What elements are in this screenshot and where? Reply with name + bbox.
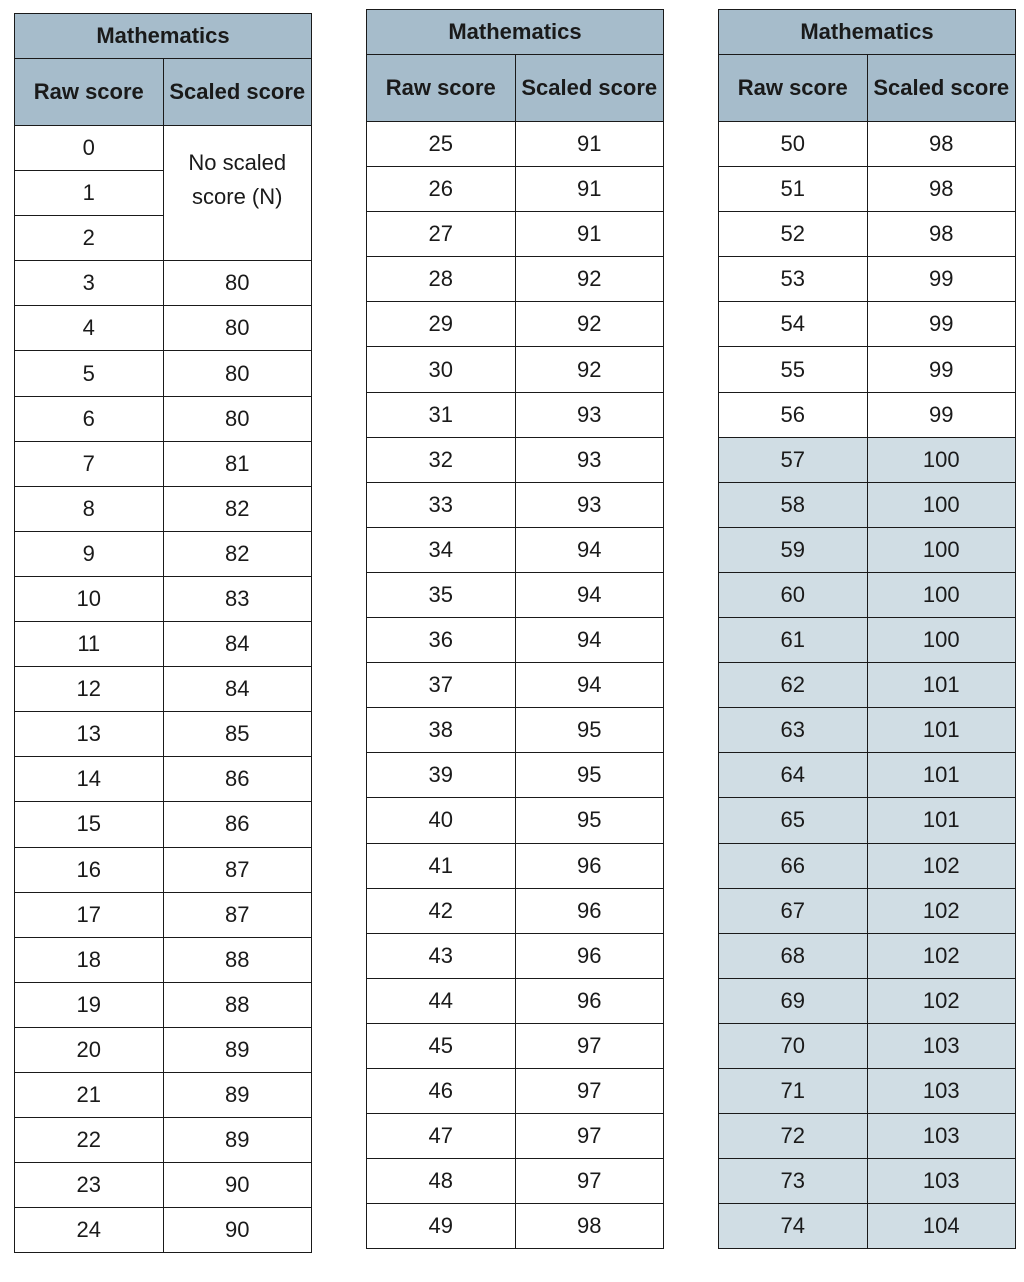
table-row: [367, 1114, 664, 1159]
score-table-1: [14, 13, 312, 1253]
raw-score-cell: 29: [367, 302, 516, 347]
scaled-score-cell: 98: [867, 122, 1016, 167]
scaled-score-cell: 85: [163, 712, 312, 757]
scaled-score-cell: 101: [867, 753, 1016, 798]
table-row: [367, 708, 664, 753]
raw-score-cell: 39: [367, 753, 516, 798]
scaled-score-cell: 99: [867, 347, 1016, 392]
table-row: [367, 888, 664, 933]
raw-score-cell: 47: [367, 1114, 516, 1159]
table-row: [367, 527, 664, 572]
table-title: Mathematics: [719, 10, 1016, 55]
table-row: [719, 482, 1016, 527]
scaled-score-cell: 93: [515, 392, 664, 437]
scaled-score-cell: 100: [867, 572, 1016, 617]
table-row: [719, 978, 1016, 1023]
table-row: [719, 167, 1016, 212]
table-row: [15, 937, 312, 982]
scaled-score-cell: 82: [163, 531, 312, 576]
table-row: [719, 663, 1016, 708]
table-title: Mathematics: [15, 14, 312, 59]
table-row: [719, 843, 1016, 888]
scaled-score-cell: 91: [515, 122, 664, 167]
scaled-score-cell: 89: [163, 1118, 312, 1163]
raw-score-cell: 19: [15, 982, 164, 1027]
table-row: [367, 257, 664, 302]
table-row: [719, 1023, 1016, 1068]
scaled-score-cell: 96: [515, 843, 664, 888]
scaled-score-cell: 86: [163, 757, 312, 802]
table-row: [367, 572, 664, 617]
table-row: [719, 618, 1016, 663]
table-row: [15, 1118, 312, 1163]
scaled-score-cell: 94: [515, 527, 664, 572]
raw-score-cell: 64: [719, 753, 868, 798]
scaled-score-cell: 96: [515, 978, 664, 1023]
raw-score-cell: 2: [15, 216, 164, 261]
table-row: [15, 757, 312, 802]
scaled-score-cell: 102: [867, 933, 1016, 978]
scaled-score-cell: 99: [867, 302, 1016, 347]
raw-score-cell: 6: [15, 396, 164, 441]
raw-score-cell: 26: [367, 167, 516, 212]
table-row: [367, 933, 664, 978]
table-row: [719, 437, 1016, 482]
table-row: [367, 122, 664, 167]
table-title: Mathematics: [367, 10, 664, 55]
scaled-score-cell: 84: [163, 667, 312, 712]
raw-score-cell: 28: [367, 257, 516, 302]
table-row: [15, 306, 312, 351]
raw-score-cell: 74: [719, 1204, 868, 1249]
scaled-score-cell: 92: [515, 302, 664, 347]
raw-score-cell: 24: [15, 1208, 164, 1253]
scaled-score-cell: 99: [867, 257, 1016, 302]
no-scaled-score-cell: No scaled score (N): [163, 126, 312, 261]
raw-score-cell: 63: [719, 708, 868, 753]
table-row: [719, 798, 1016, 843]
scaled-score-cell: 102: [867, 888, 1016, 933]
scaled-score-cell: 87: [163, 847, 312, 892]
scaled-score-cell: 91: [515, 212, 664, 257]
raw-score-cell: 46: [367, 1068, 516, 1113]
scaled-score-cell: 90: [163, 1208, 312, 1253]
scaled-score-cell: 84: [163, 622, 312, 667]
scaled-score-cell: 96: [515, 888, 664, 933]
table-row: [719, 347, 1016, 392]
raw-score-cell: 16: [15, 847, 164, 892]
table-row: [367, 753, 664, 798]
table-row: [367, 1023, 664, 1068]
scaled-score-cell: 100: [867, 437, 1016, 482]
table-row: [719, 122, 1016, 167]
raw-score-cell: 33: [367, 482, 516, 527]
raw-score-cell: 15: [15, 802, 164, 847]
raw-score-cell: 40: [367, 798, 516, 843]
scaled-score-cell: 103: [867, 1023, 1016, 1068]
raw-score-cell: 66: [719, 843, 868, 888]
raw-score-cell: 30: [367, 347, 516, 392]
table-row: [15, 531, 312, 576]
raw-score-cell: 5: [15, 351, 164, 396]
scaled-score-cell: 99: [867, 392, 1016, 437]
table-row: [367, 843, 664, 888]
raw-score-cell: 53: [719, 257, 868, 302]
table-row: [367, 302, 664, 347]
scaled-score-cell: 98: [515, 1204, 664, 1249]
scaled-score-cell: 93: [515, 482, 664, 527]
raw-score-cell: 42: [367, 888, 516, 933]
scaled-score-cell: 87: [163, 892, 312, 937]
scaled-score-cell: 88: [163, 982, 312, 1027]
raw-score-cell: 25: [367, 122, 516, 167]
raw-score-cell: 23: [15, 1163, 164, 1208]
scaled-score-cell: 80: [163, 306, 312, 351]
raw-score-cell: 38: [367, 708, 516, 753]
table-row: [367, 392, 664, 437]
raw-score-cell: 71: [719, 1068, 868, 1113]
table-row: [15, 712, 312, 757]
raw-score-cell: 22: [15, 1118, 164, 1163]
table-row: [15, 1072, 312, 1117]
scaled-score-cell: 100: [867, 527, 1016, 572]
table-row: [367, 212, 664, 257]
raw-score-cell: 17: [15, 892, 164, 937]
raw-score-cell: 57: [719, 437, 868, 482]
raw-score-cell: 68: [719, 933, 868, 978]
table-row: [367, 482, 664, 527]
table-row: [15, 1208, 312, 1253]
table-row: [367, 1159, 664, 1204]
raw-score-cell: 13: [15, 712, 164, 757]
raw-score-cell: 72: [719, 1114, 868, 1159]
scaled-score-cell: 102: [867, 978, 1016, 1023]
table-row: [719, 1159, 1016, 1204]
scaled-score-cell: 103: [867, 1068, 1016, 1113]
raw-score-cell: 36: [367, 618, 516, 663]
scaled-score-cell: 89: [163, 1072, 312, 1117]
scaled-score-cell: 96: [515, 933, 664, 978]
raw-score-cell: 73: [719, 1159, 868, 1204]
raw-score-cell: 60: [719, 572, 868, 617]
scaled-score-cell: 95: [515, 753, 664, 798]
table-row: [15, 982, 312, 1027]
raw-score-cell: 27: [367, 212, 516, 257]
table-row: [15, 351, 312, 396]
scaled-score-cell: 103: [867, 1114, 1016, 1159]
table-row: [367, 347, 664, 392]
scaled-score-cell: 89: [163, 1027, 312, 1072]
table-row: [719, 1204, 1016, 1249]
scaled-score-header: Scaled score: [867, 55, 1016, 122]
scaled-score-cell: 94: [515, 663, 664, 708]
raw-score-cell: 21: [15, 1072, 164, 1117]
table-row: [367, 1068, 664, 1113]
table-row: [719, 572, 1016, 617]
raw-score-cell: 10: [15, 576, 164, 621]
raw-score-cell: 11: [15, 622, 164, 667]
raw-score-cell: 44: [367, 978, 516, 1023]
table-row: [15, 576, 312, 621]
table-row: [367, 978, 664, 1023]
raw-score-cell: 61: [719, 618, 868, 663]
table-row: [15, 667, 312, 712]
scaled-score-cell: 100: [867, 482, 1016, 527]
table-row: [719, 212, 1016, 257]
scaled-score-cell: 98: [867, 212, 1016, 257]
table-row: [15, 486, 312, 531]
table-row: [367, 798, 664, 843]
scaled-score-cell: 94: [515, 618, 664, 663]
scaled-score-cell: 101: [867, 708, 1016, 753]
raw-score-cell: 43: [367, 933, 516, 978]
scaled-score-cell: 101: [867, 798, 1016, 843]
raw-score-cell: 67: [719, 888, 868, 933]
scaled-score-cell: 97: [515, 1159, 664, 1204]
scaled-score-cell: 102: [867, 843, 1016, 888]
raw-score-header: Raw score: [15, 59, 164, 126]
table-row: [719, 888, 1016, 933]
scaled-score-cell: 98: [867, 167, 1016, 212]
raw-score-cell: 37: [367, 663, 516, 708]
scaled-score-cell: 82: [163, 486, 312, 531]
scaled-score-cell: 80: [163, 261, 312, 306]
raw-score-cell: 1: [15, 171, 164, 216]
table-row: [719, 1114, 1016, 1159]
raw-score-cell: 70: [719, 1023, 868, 1068]
scaled-score-cell: 88: [163, 937, 312, 982]
raw-score-cell: 8: [15, 486, 164, 531]
table-row: [367, 1204, 664, 1249]
table-row: [15, 802, 312, 847]
score-table-3: [718, 9, 1016, 1249]
scaled-score-header: Scaled score: [163, 59, 312, 126]
scaled-score-cell: 86: [163, 802, 312, 847]
raw-score-header: Raw score: [367, 55, 516, 122]
scaled-score-cell: 90: [163, 1163, 312, 1208]
table-row: [367, 618, 664, 663]
table-row: [367, 437, 664, 482]
scaled-score-cell: 80: [163, 351, 312, 396]
scaled-score-cell: 101: [867, 663, 1016, 708]
table-row: [719, 257, 1016, 302]
scaled-score-cell: 93: [515, 437, 664, 482]
raw-score-cell: 7: [15, 441, 164, 486]
score-table-2: [366, 9, 664, 1249]
table-row: [367, 663, 664, 708]
raw-score-cell: 20: [15, 1027, 164, 1072]
table-row: [15, 441, 312, 486]
table-row: [15, 847, 312, 892]
scaled-score-cell: 95: [515, 708, 664, 753]
table-row: [719, 527, 1016, 572]
raw-score-cell: 3: [15, 261, 164, 306]
scaled-score-cell: 97: [515, 1068, 664, 1113]
raw-score-cell: 34: [367, 527, 516, 572]
table-row: [15, 1163, 312, 1208]
raw-score-cell: 50: [719, 122, 868, 167]
raw-score-cell: 58: [719, 482, 868, 527]
scaled-score-cell: 104: [867, 1204, 1016, 1249]
raw-score-cell: 45: [367, 1023, 516, 1068]
table-row: [719, 753, 1016, 798]
scaled-score-cell: 81: [163, 441, 312, 486]
raw-score-cell: 65: [719, 798, 868, 843]
table-row: [15, 1027, 312, 1072]
table-row: [15, 622, 312, 667]
raw-score-cell: 41: [367, 843, 516, 888]
raw-score-cell: 52: [719, 212, 868, 257]
raw-score-cell: 31: [367, 392, 516, 437]
raw-score-cell: 0: [15, 126, 164, 171]
raw-score-cell: 35: [367, 572, 516, 617]
raw-score-cell: 4: [15, 306, 164, 351]
raw-score-cell: 32: [367, 437, 516, 482]
raw-score-cell: 48: [367, 1159, 516, 1204]
table-row: [719, 708, 1016, 753]
table-row: [367, 167, 664, 212]
raw-score-cell: 54: [719, 302, 868, 347]
table-row: [719, 1068, 1016, 1113]
table-row: [719, 392, 1016, 437]
table-row: [15, 261, 312, 306]
scaled-score-header: Scaled score: [515, 55, 664, 122]
scaled-score-cell: 83: [163, 576, 312, 621]
scaled-score-cell: 91: [515, 167, 664, 212]
table-row: [15, 396, 312, 441]
raw-score-header: Raw score: [719, 55, 868, 122]
scaled-score-cell: 103: [867, 1159, 1016, 1204]
raw-score-cell: 69: [719, 978, 868, 1023]
scaled-score-cell: 100: [867, 618, 1016, 663]
scaled-score-cell: 94: [515, 572, 664, 617]
raw-score-cell: 9: [15, 531, 164, 576]
scaled-score-cell: 97: [515, 1114, 664, 1159]
table-row: [719, 933, 1016, 978]
scaled-score-cell: 92: [515, 257, 664, 302]
raw-score-cell: 51: [719, 167, 868, 212]
table-row: [719, 302, 1016, 347]
scaled-score-cell: 95: [515, 798, 664, 843]
raw-score-cell: 56: [719, 392, 868, 437]
raw-score-cell: 55: [719, 347, 868, 392]
table-row: [15, 892, 312, 937]
scaled-score-cell: 92: [515, 347, 664, 392]
raw-score-cell: 62: [719, 663, 868, 708]
raw-score-cell: 49: [367, 1204, 516, 1249]
scaled-score-cell: 80: [163, 396, 312, 441]
scaled-score-cell: 97: [515, 1023, 664, 1068]
raw-score-cell: 14: [15, 757, 164, 802]
raw-score-cell: 59: [719, 527, 868, 572]
raw-score-cell: 18: [15, 937, 164, 982]
raw-score-cell: 12: [15, 667, 164, 712]
